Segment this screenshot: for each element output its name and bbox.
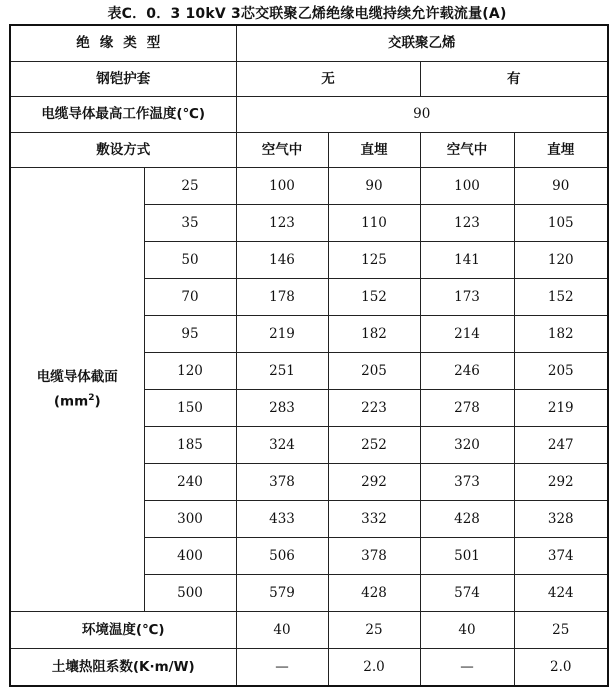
cross-section-cell: 500	[144, 575, 236, 612]
ampacity-cell: 373	[420, 464, 514, 501]
ambient-temp-cell: 25	[328, 612, 420, 649]
section-label	[10, 168, 144, 612]
ampacity-cell: 120	[514, 242, 608, 279]
soil-resistivity-label: 土壤热阻系数(K·m/W)	[10, 649, 236, 687]
max-temp-label: 电缆导体最高工作温度(℃)	[10, 97, 236, 133]
ampacity-cell: 90	[328, 168, 420, 205]
ampacity-cell: 223	[328, 390, 420, 427]
insulation-type-value: 交联聚乙烯	[236, 25, 608, 61]
max-temp-row	[10, 97, 608, 133]
cross-section-cell: 120	[144, 353, 236, 390]
ampacity-cell: 178	[236, 279, 328, 316]
ampacity-cell: 141	[420, 242, 514, 279]
laying-air-2: 空气中	[420, 132, 514, 168]
ampacity-cell: 292	[328, 464, 420, 501]
soil-resistivity-cell: —	[236, 649, 328, 687]
ampacity-cell: 146	[236, 242, 328, 279]
ampacity-cell: 506	[236, 538, 328, 575]
ampacity-cell: 205	[328, 353, 420, 390]
laying-buried-2: 直埋	[514, 132, 608, 168]
ampacity-cell: 205	[514, 353, 608, 390]
ampacity-cell: 90	[514, 168, 608, 205]
ampacity-cell: 433	[236, 501, 328, 538]
ambient-temp-cell: 25	[514, 612, 608, 649]
ampacity-cell: 123	[236, 205, 328, 242]
armor-with: 有	[420, 61, 608, 97]
armor-row	[10, 61, 608, 97]
ampacity-cell: 251	[236, 353, 328, 390]
soil-resistivity-cell: 2.0	[514, 649, 608, 687]
cross-section-cell: 50	[144, 242, 236, 279]
ampacity-cell: 378	[236, 464, 328, 501]
ampacity-cell: 219	[514, 390, 608, 427]
ampacity-cell: 100	[420, 168, 514, 205]
ampacity-cell: 292	[514, 464, 608, 501]
ampacity-cell: 219	[236, 316, 328, 353]
ampacity-cell: 252	[328, 427, 420, 464]
insulation-type-label: 绝缘类型	[10, 25, 236, 61]
ampacity-cell: 428	[420, 501, 514, 538]
ampacity-cell: 110	[328, 205, 420, 242]
armor-none: 无	[236, 61, 420, 97]
ampacity-cell: 320	[420, 427, 514, 464]
ampacity-cell: 579	[236, 575, 328, 612]
cross-section-cell: 25	[144, 168, 236, 205]
ampacity-cell: 123	[420, 205, 514, 242]
laying-label: 敷设方式	[10, 132, 236, 168]
ampacity-cell: 246	[420, 353, 514, 390]
section-label-line2: $(mm^2)$	[53, 393, 101, 410]
ampacity-cell: 182	[514, 316, 608, 353]
cross-section-cell: 70	[144, 279, 236, 316]
ampacity-cell: 278	[420, 390, 514, 427]
laying-air-1: 空气中	[236, 132, 328, 168]
ambient-temp-label: 环境温度(℃)	[10, 612, 236, 649]
insulation-type-row	[10, 25, 608, 61]
cross-section-cell: 240	[144, 464, 236, 501]
soil-resistivity-cell: —	[420, 649, 514, 687]
cross-section-cell: 95	[144, 316, 236, 353]
ampacity-cell: 501	[420, 538, 514, 575]
cross-section-cell: 185	[144, 427, 236, 464]
ambient-temp-cell: 40	[420, 612, 514, 649]
ambient-temp-row	[10, 612, 608, 649]
cross-section-cell: 35	[144, 205, 236, 242]
ampacity-cell: 332	[328, 501, 420, 538]
soil-resistivity-row	[10, 649, 608, 687]
laying-buried-1: 直埋	[328, 132, 420, 168]
ampacity-cell: 100	[236, 168, 328, 205]
ampacity-cell: 574	[420, 575, 514, 612]
ampacity-cell: 152	[328, 279, 420, 316]
laying-row	[10, 132, 608, 168]
table-title: 表C．0．3 10kV 3芯交联聚乙烯绝缘电缆持续允许载流量(A)	[107, 6, 507, 22]
ampacity-cell: 424	[514, 575, 608, 612]
armor-label: 钢铠护套	[10, 61, 236, 97]
ampacity-cell: 374	[514, 538, 608, 575]
ampacity-cell: 152	[514, 279, 608, 316]
cross-section-cell: 150	[144, 390, 236, 427]
cross-section-cell: 400	[144, 538, 236, 575]
cross-section-cell: 300	[144, 501, 236, 538]
ampacity-cell: 214	[420, 316, 514, 353]
ampacity-cell: 247	[514, 427, 608, 464]
soil-resistivity-cell: 2.0	[328, 649, 420, 687]
ampacity-cell: 283	[236, 390, 328, 427]
table-row	[10, 168, 608, 205]
ampacity-table	[9, 24, 609, 687]
ambient-temp-cell: 40	[236, 612, 328, 649]
section-label-line1: 电缆导体截面	[36, 369, 118, 386]
ampacity-cell: 378	[328, 538, 420, 575]
ampacity-cell: 105	[514, 205, 608, 242]
ampacity-cell: 328	[514, 501, 608, 538]
ampacity-cell: 428	[328, 575, 420, 612]
ampacity-cell: 125	[328, 242, 420, 279]
ampacity-cell: 324	[236, 427, 328, 464]
max-temp-value: 90	[236, 97, 608, 133]
ampacity-cell: 182	[328, 316, 420, 353]
ampacity-cell: 173	[420, 279, 514, 316]
